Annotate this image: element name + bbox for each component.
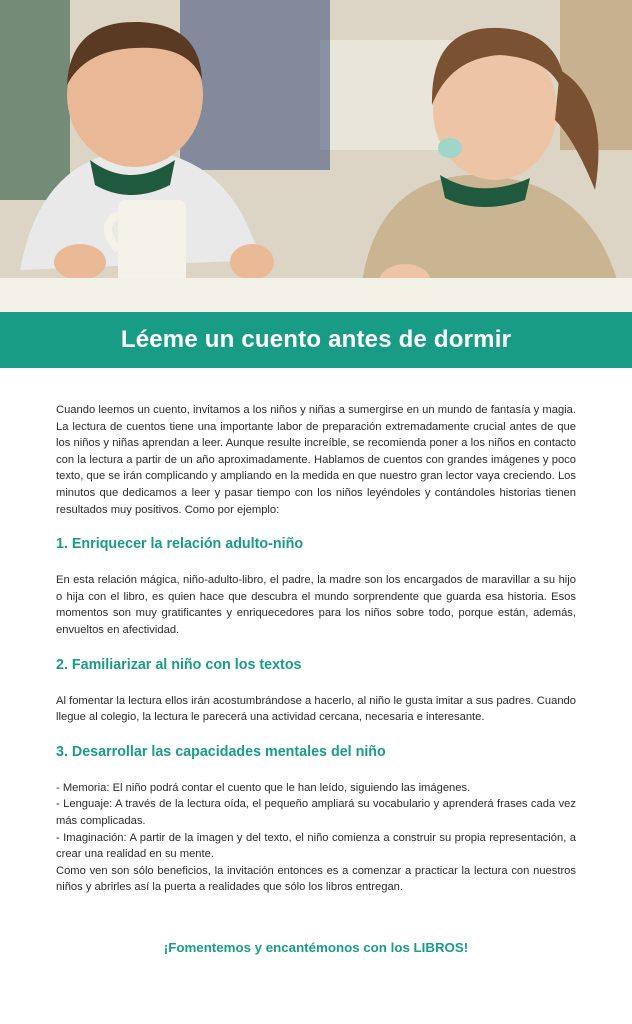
children-photo-illustration (0, 0, 632, 312)
section-title-3: 3. Desarrollar las capacidades mentales del niño (56, 743, 386, 760)
section-title-1: 1. Enriquecer la relación adulto-niño (56, 536, 304, 553)
section-body-3 (56, 780, 576, 896)
article-body (0, 368, 632, 955)
hero-photo (0, 0, 632, 312)
list-item-imaginacion: - Imaginación: A partir de la imagen y del texto, el niño comienza a construir su propia representación, a crear una realidad en su mente. (56, 831, 576, 861)
conclusion-line: Como ven son sólo beneficios, la invitación entonces es a comenzar a practicar la lectura con nuestros niños y abrirles así la puerta a realidades que sólo los libros entregan. (56, 864, 576, 894)
closing-slogan: ¡Fomentemos y encantémonos con los LIBROS! (163, 939, 469, 955)
list-item-memoria: - Memoria: El niño podrá contar el cuento que le han leído, siguiendo las imágenes. (56, 781, 471, 794)
list-item-lenguaje: - Lenguaje: A través de la lectura oída, el pequeño ampliará su vocabulario y aprenderá frases cada vez más complicadas. (56, 798, 576, 827)
title-banner (0, 312, 632, 368)
section-body-2: Al fomentar la lectura ellos irán acostumbrándose a hacerlo, al niño le gusta imitar a sus padres. Cuando llegue al colegio, la lectura le parecerá una actividad cercana, necesaria e interesante. (56, 694, 576, 724)
intro-paragraph: Cuando leemos un cuento, invitamos a los niños y niñas a sumergirse en un mundo de fantasía y magia. La lectura de cuentos tiene una importante labor de preparación extremadamente crucial antes de que los niños y niñas aprendan a leer. Aunque resulte increíble, se recomienda poner a los niños en contacto con la lectura a partir de un año aproximadamente. Hablamos de cuentos con grandes imágenes y poco texto, que se irán complicando y ampliando en la medida en que nuestro gran lector vaya creciendo. Los minutos que dedicamos a leer y pasar tiempo con los niños leyéndoles y contándoles historias tienen resultados muy positivos. Como por ejemplo: (56, 404, 576, 516)
section-body-1: En esta relación mágica, niño-adulto-libro, el padre, la madre son los encargados de maravillar a su hijo o hija con el libro, es quien hace que descubra el mundo sorprendente que guarda esa historia. Esos momentos son muy gratificantes y enriquecedores para los niños sobre todo, porque están, además, envueltos en afectividad. (56, 574, 576, 636)
page-title: Léeme un cuento antes de dormir (120, 326, 512, 353)
section-title-2: 2. Familiarizar al niño con los textos (56, 656, 302, 673)
